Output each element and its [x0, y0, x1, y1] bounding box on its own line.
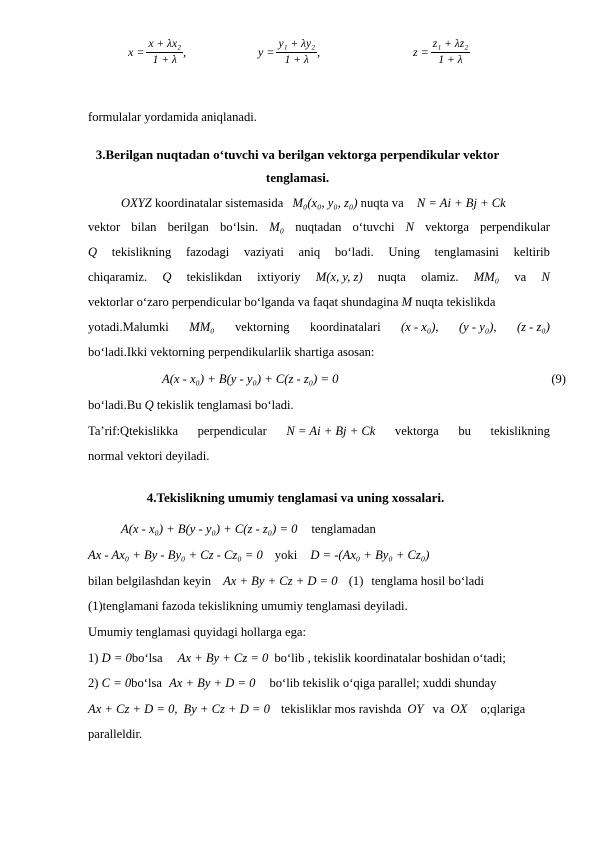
paragraph-line: Ta’rif:Qtekislikka perpendicular N = Ai + Bj + Ck vektorga bu tekislikning	[88, 424, 550, 438]
paragraph-line: bo‘ladi.Bu Q tekislik tenglamasi bo‘ladi.	[88, 398, 294, 412]
paragraph-line: A(x - x₀) + B(y - y₀) + C(z - z₀) = 0 tenglamadan	[121, 522, 376, 536]
equation-number: (9)	[551, 372, 566, 386]
formula-y: y = $\frac{\text{y₁ + λy₂}}{1 + \lambda}$ ,	[258, 38, 321, 66]
formula-x: x = $\frac{\text{x + λx₂}}{1 + \lambda}$ ,	[128, 38, 187, 66]
section-heading-4: 4.Tekislikning umumiy tenglamasi va uning xossalari.	[146, 490, 445, 505]
paragraph-line: Ax + Cz + D = 0, By + Cz + D = 0 tekisliklar mos ravishda OY va OX o;qlariga	[88, 702, 526, 716]
list-item: 1) D = 0bo‘lsa Ax + By + Cz = 0 bo‘lib , tekislik koordinatalar boshidan o‘tadi;	[88, 651, 506, 665]
paragraph-line: paralleldir.	[88, 727, 143, 741]
paragraph-line: Ax - Ax₀ + By - By₀ + Cz - Cz₀ = 0 yoki D = -(Ax₀ + By₀ + Cz₀)	[88, 548, 430, 562]
paragraph-line: bilan belgilashdan keyin Ax + By + Cz + D = 0 (1) tenglama hosil bo‘ladi	[88, 574, 485, 588]
paragraph-line: Q tekislikning fazodagi vaziyati aniq bo‘ladi. Uning tenglamasini keltirib	[88, 245, 550, 259]
paragraph-line: (1)tenglamani fazoda tekislikning umumiy tenglamasi deyiladi.	[88, 599, 408, 613]
equation-9: A(x - x₀) + B(y - y₀) + C(z - z₀) = 0	[162, 372, 339, 386]
paragraph-line: bo‘ladi.Ikki vektorning perpendikularlik shartiga asosan:	[88, 345, 375, 359]
paragraph-line: normal vektori deyiladi.	[88, 449, 210, 463]
paragraph-formulas-done: formulalar yordamida aniqlanadi.	[88, 110, 257, 124]
paragraph-line: chiqaramiz. Q tekislikdan ixtiyoriy M(x, y, z) nuqta olamiz. MM₀ va N	[88, 270, 550, 284]
list-item: 2) C = 0bo‘lsa Ax + By + D = 0 bo‘lib tekislik o‘qiga parallel; xuddi shunday	[88, 676, 497, 690]
paragraph-line: OXYZ koordinatalar sistemasida M₀(x₀, y₀, z₀) nuqta va N = Ai + Bj + Ck	[121, 196, 506, 210]
formula-z: z = $\frac{\text{z₁ + λz₂}}{1 + \lambda}$	[413, 38, 469, 66]
paragraph-line: vektor bilan berilgan bo‘lsin. M₀ nuqtadan o‘tuvchi N vektorga perpendikular	[88, 220, 550, 234]
section-heading-3-line2: tenglamasi.	[265, 170, 330, 185]
section-heading-3-line1: 3.Berilgan nuqtadan o‘tuvchi va berilgan vektorga perpendikular vektor	[95, 147, 500, 162]
paragraph-line: Umumiy tenglamasi quyidagi hollarga ega:	[88, 625, 307, 639]
paragraph-line: vektorlar o‘zaro perpendicular bo‘lganda va faqat shundagina M nuqta tekislikda	[88, 295, 496, 309]
paragraph-line: yotadi.Malumki MM₀ vektorning koordinatalari (x - x₀), (y - y₀), (z - z₀)	[88, 320, 550, 334]
